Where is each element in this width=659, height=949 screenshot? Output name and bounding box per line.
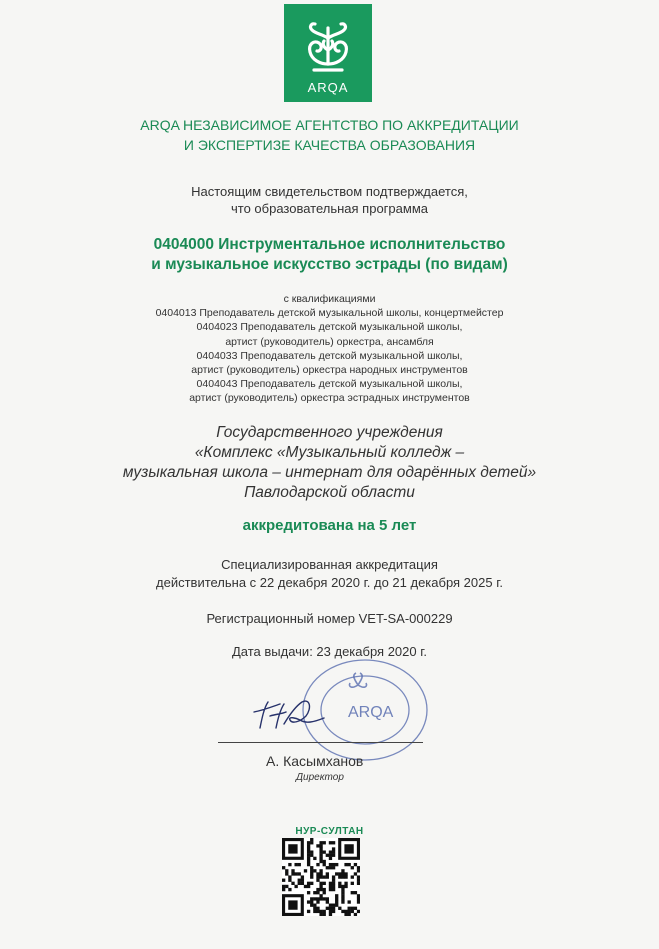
qualification-line: 0404023 Преподаватель детской музыкальной школы,	[196, 321, 463, 334]
program-line-1: 0404000 Инструментальное исполнительство	[153, 236, 506, 253]
agency-name	[0, 115, 659, 155]
qualification-line: 0404013 Преподаватель детской музыкальной школы, концертмейстер	[155, 307, 504, 320]
qualifications-intro: с квалификациями	[283, 293, 376, 305]
issue-date: Дата выдачи: 23 декабря 2020 г.	[231, 644, 427, 659]
qr-pattern	[282, 838, 360, 916]
qualification-line: артист (руководитель) оркестра, ансамбля	[225, 335, 434, 348]
signatory-name: А. Касымханов	[266, 753, 364, 769]
institution-line-2: «Комплекс «Музыкальный колледж –	[194, 444, 465, 461]
confirm-line-1: Настоящим свидетельством подтверждается,	[191, 184, 468, 199]
signatory-position: Директор	[296, 772, 344, 783]
signature	[240, 688, 340, 738]
validity-text	[0, 556, 659, 592]
stamp-text: ARQA	[348, 704, 394, 721]
logo-text: ARQA	[307, 80, 349, 95]
validity-line-1: Специализированная аккредитация	[221, 557, 438, 572]
registration-number: Регистрационный номер VET-SA-000229	[206, 611, 453, 626]
confirm-line-2: что образовательная программа	[231, 201, 428, 216]
signature-line	[218, 742, 423, 743]
qualification-line: артист (руководитель) оркестра народных инструментов	[191, 364, 468, 377]
qualifications-list	[0, 292, 659, 406]
qr-code	[282, 838, 360, 916]
qualification-line: 0404043 Преподаватель детской музыкальной школы,	[196, 378, 463, 391]
qualification-line: артист (руководитель) оркестра эстрадных инструментов	[189, 392, 470, 405]
institution-line-1: Государственного учреждения	[216, 424, 443, 441]
qualification-line: 0404033 Преподаватель детской музыкальной школы,	[196, 349, 463, 362]
program-line-2: и музыкальное искусство эстрады (по видам)	[151, 256, 508, 273]
agency-line-2: И ЭКСПЕРТИЗЕ КАЧЕСТВА ОБРАЗОВАНИЯ	[183, 137, 476, 153]
confirm-text	[0, 183, 659, 217]
institution-line-4: Павлодарской области	[244, 484, 415, 501]
agency-line-1: ARQA НЕЗАВИСИМОЕ АГЕНТСТВО ПО АККРЕДИТАЦИИ	[140, 117, 519, 133]
validity-line-2: действительна с 22 декабря 2020 г. до 21 декабря 2025 г.	[156, 575, 503, 590]
accreditation-period: аккредитована на 5 лет	[242, 517, 417, 534]
city-name: НУР-СУЛТАН	[295, 826, 364, 837]
institution-name	[0, 423, 659, 503]
institution-line-3: музыкальная школа – интернат для одарённых детей»	[122, 464, 537, 481]
arqa-logo	[284, 4, 372, 102]
program-title	[0, 235, 659, 275]
